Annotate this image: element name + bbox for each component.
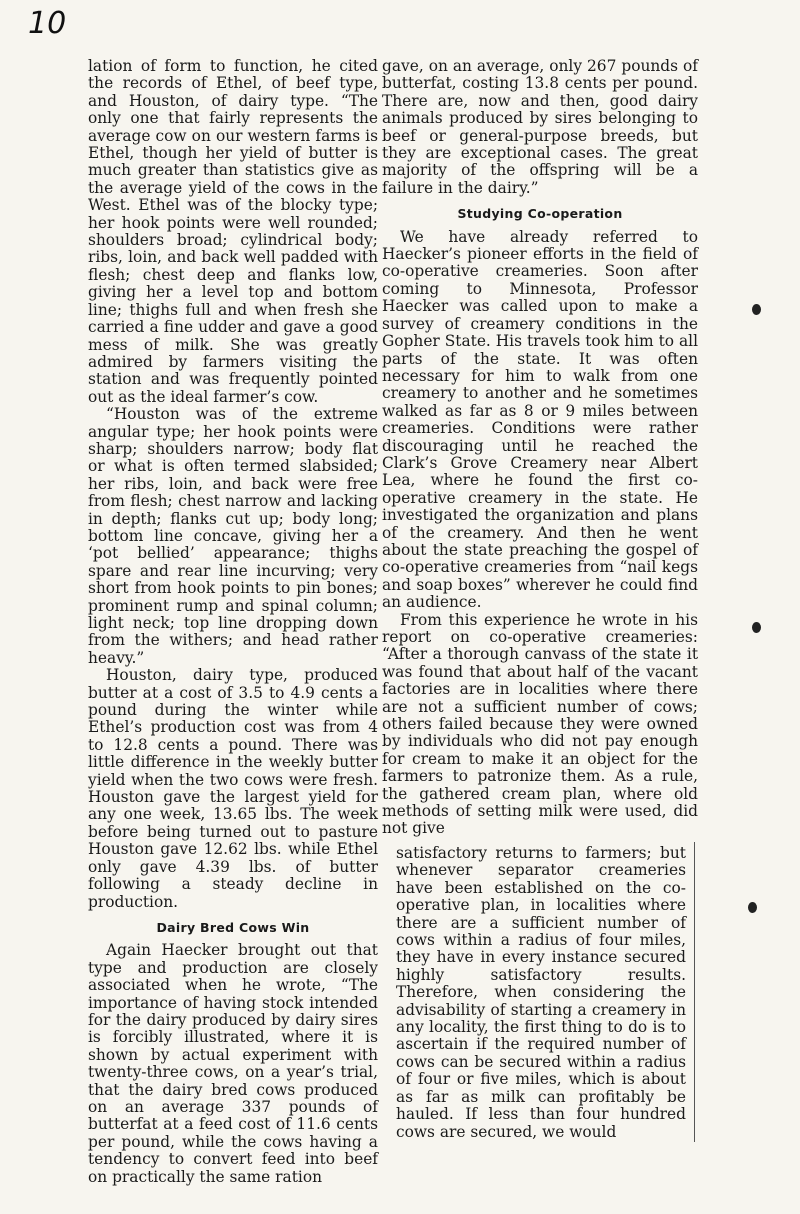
paragraph: Houston, dairy type, produced butter at a cost of 3.5 to 4.9 cents a pound during the winter while Ethel’s production cost was from 4 to 12.8 cents a pound. There was little difference in the weekly butter yield when the two cows were fresh. Houston gave the largest yield for any one week, 13.65 lbs. The week before being turned out to pasture Houston gave 12.62 lbs. while Ethel only gave 4.39 lbs. of butter following a steady decline in production. bbox=[88, 666, 378, 911]
paragraph: We have already referred to Haecker’s pioneer efforts in the field of co-operative creameries. Soon after coming to Minnesota, Professor Haecker was called upon to make a survey of creamery conditions in the Gopher State. His travels took him to all parts of the state. It was often necessary for him to walk from one creamery to another and he sometimes walked as far as 8 or 9 miles between creameries. Conditions were rather discouraging until he reached the Clark’s Grove Creamery near Albert Lea, where he found the first co-operative creamery in the state. He investigated the organization and plans of the creamery. And then he went about the state preaching the gospel of co-operative creameries from “nail kegs and soap boxes” wherever he could find an audience. bbox=[382, 227, 698, 612]
paragraph: satisfactory returns to farmers; but whenever separator creameries have been established on the co-operative plan, in localities where there are a sufficient number of cows within a radius of four miles, they have in every instance secured highly satisfactory results. Therefore, when considering the advisability of starting a creamery in any locality, the first thing to do is to ascertain if the required number of cows can be secured within a radius of four or five miles, which is about as far as milk can profitably be hauled. If less than four hundred cows are secured, we would bbox=[396, 844, 686, 1141]
paragraph: Again Haecker brought out that type and production are closely associated when he wrote, “The importance of having stock intended for the dairy produced by dairy sires is forcibly illustrated, where it is shown by actual experiment with twenty-three cows, on a year’s trial, that the dairy bred cows produced on an average 337 pounds of butterfat at a feed cost of 11.6 cents per pound, while the cows having a tendency to convert feed into beef on practically the same ration bbox=[88, 941, 378, 1186]
binder-hole bbox=[752, 304, 761, 315]
binder-hole bbox=[748, 902, 757, 913]
section-heading: Studying Co-operation bbox=[457, 206, 623, 222]
left-column bbox=[88, 58, 378, 1186]
page-number: 10 bbox=[28, 6, 67, 41]
right-column bbox=[382, 58, 698, 838]
paragraph: gave, on an average, only 267 pounds of butterfat, costing 13.8 cents per pound. There are, now and then, good dairy animals produced by sires belonging to beef or general-purpose breeds, but they are exceptional cases. The great majority of the offspring will be a failure in the dairy.” bbox=[382, 57, 698, 197]
paragraph: lation of form to function, he cited the records of Ethel, of beef type, and Houston, of dairy type. “The only one that fairly represents the average cow on our western farms is Ethel, though her yield of butter is much greater than statistics give as the average yield of the cows in the West. Ethel was of the blocky type; her hook points were well rounded; shoulders broad; cylindrical body; ribs, loin, and back well padded with flesh; chest deep and flanks low, giving her a level top and bottom line; thighs full and when fresh she carried a fine udder and gave a good mess of milk. She was greatly admired by farmers visiting the station and was frequently pointed out as the ideal farmer’s cow. bbox=[88, 57, 378, 406]
paragraph: From this experience he wrote in his report on co-operative creameries: “After a thorough canvass of the state it was found that about half of the vacant factories are in localities where there are not a sufficient number of cows; others failed because they were owned by individuals who did not pay enough for cream to make it an object for the farmers to patronize them. As a rule, the gathered cream plan, where old methods of setting milk were used, did not give bbox=[382, 610, 698, 838]
binder-hole bbox=[752, 622, 761, 633]
margin-rule bbox=[694, 842, 695, 1142]
right-column-continued bbox=[396, 845, 686, 1141]
section-heading: Dairy Bred Cows Win bbox=[156, 919, 310, 935]
paragraph: “Houston was of the extreme angular type; her hook points were sharp; shoulders narrow; body flat or what is often termed slabsided; her ribs, loin, and back were free from flesh; chest narrow and lacking in depth; flanks cut up; body long; bottom line concave, giving her a ‘pot bellied’ appearance; thighs spare and rear line incurving; very short from hook points to pin bones; prominent rump and spinal column; light neck; top line dropping down from the withers; and head rather heavy.” bbox=[88, 405, 378, 667]
